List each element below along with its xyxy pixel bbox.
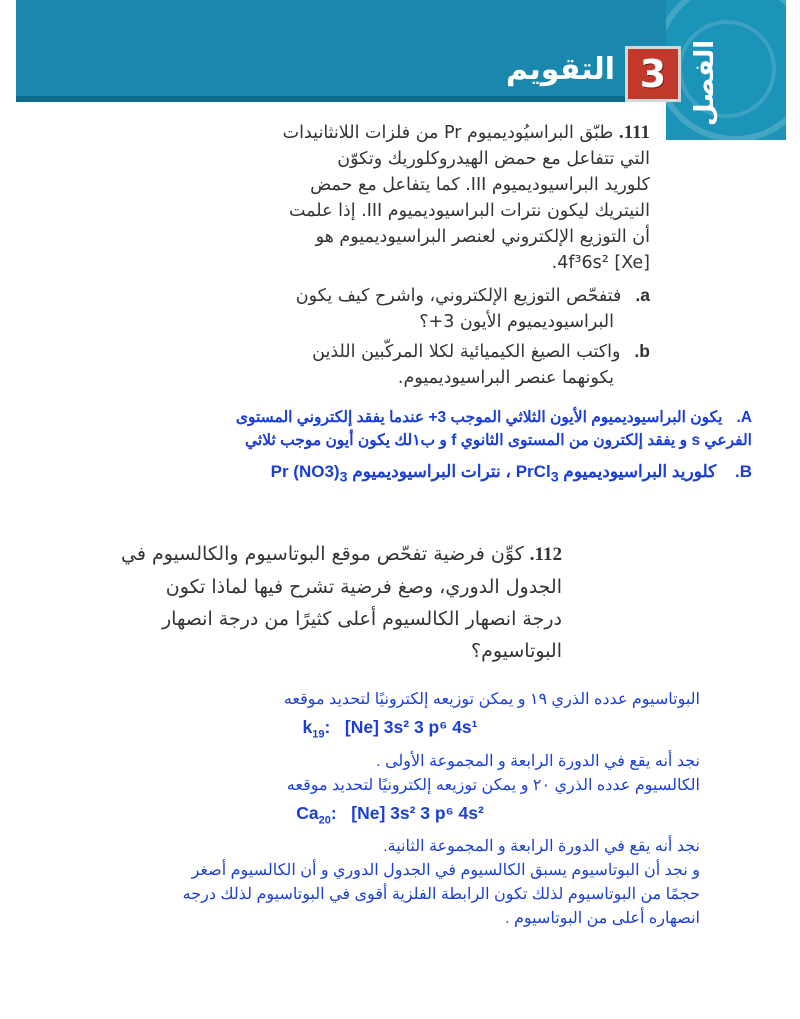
answer-label: A. xyxy=(736,409,752,426)
chapter-number-badge xyxy=(625,46,681,102)
answer-text: كلوريد البراسيوديميوم xyxy=(563,462,717,481)
question-line: a.فتفحّص التوزيع الإلكتروني، واشرح كيف يكون xyxy=(295,285,650,306)
electron-configuration-k: $k_{19}$: [Ne] 3s² 3 p⁶ 4s¹ xyxy=(302,717,478,741)
separator: ، xyxy=(505,462,511,481)
answer-line: نجد أنه يقع في الدورة الرابعة و المجموعة الأولى . xyxy=(376,752,700,770)
chemical-formula: PrCl$_3$ xyxy=(515,462,559,486)
answer-b xyxy=(32,462,752,485)
question-line: كلوريد البراسيوديميوم III. كما يتفاعل مع حمض xyxy=(310,175,650,195)
question-line: التي تتفاعل مع حمض الهيدروكلوريك وتكوّن xyxy=(337,149,650,169)
electron-configuration-ca: $Ca_{20}$: [Ne] 3s² 3 p⁶ 4s² xyxy=(296,802,484,826)
question-line: يكونهما عنصر البراسيوديميوم. xyxy=(397,368,614,388)
question-line: 111. طبّق البراسيُوديميوم Pr من فلزات اللانثانيدات xyxy=(282,122,650,143)
chemical-formula: Pr $(NO3)_3$ xyxy=(270,462,348,486)
part-label: a. xyxy=(635,285,650,305)
question-line: الجدول الدوري، وصغ فرضية تشرح فيها لماذا تكون xyxy=(165,576,562,598)
question-line: النيتريك ليكون نترات البراسيوديميوم III. إذا علمت xyxy=(288,201,650,221)
answer-line: حجمًا من البوتاسيوم لذلك تكون الرابطة الفلزية أقوى في البوتاسيوم لذلك درجه xyxy=(182,886,700,903)
question-111 xyxy=(120,120,650,276)
question-line: البوتاسيوم؟ xyxy=(470,640,562,662)
question-line: أن التوزيع الإلكتروني لعنصر البراسيوديميوم هو xyxy=(315,227,650,247)
answer-line: نجد أنه يقع في الدورة الرابعة و المجموعة الثانية. xyxy=(383,838,700,855)
question-line: 112. كوِّن فرضية تفحّص موقع البوتاسيوم والكالسيوم في xyxy=(121,543,562,565)
question-line: البراسيوديميوم الأيون 3+؟ xyxy=(419,312,614,332)
chapter-label: الفصل xyxy=(690,40,720,127)
question-line: درجة انصهار الكالسيوم أعلى كثيرًا من درجة انصهار xyxy=(161,608,562,630)
question-line: [Xe] 4f³6s². xyxy=(551,253,650,273)
answer-line: و نجد أن البوتاسيوم يسبق الكالسيوم في الجدول الدوري و أن الكالسيوم أصغر xyxy=(191,862,700,879)
answer-112 xyxy=(80,688,700,931)
question-number: 112. xyxy=(529,544,562,565)
answer-label: B. xyxy=(734,462,752,481)
question-111-part-a xyxy=(110,282,650,335)
question-111-part-b xyxy=(110,338,650,391)
part-label: b. xyxy=(634,341,650,361)
header-banner-shadow xyxy=(16,96,666,102)
answer-a xyxy=(32,406,752,452)
answer-line: انصهاره أعلى من البوتاسيوم . xyxy=(505,910,700,927)
answer-text: نترات البراسيوديميوم xyxy=(352,462,501,481)
question-line: b.واكتب الصيغ الكيميائية لكلا المركّبين اللذين xyxy=(312,341,650,362)
answer-line: A.يكون البراسيوديميوم الأيون الثلاثي الموجب 3+ عندما يفقد إلكتروني المستوى xyxy=(32,406,752,429)
question-112 xyxy=(121,538,562,667)
answer-line: البوتاسيوم عدده الذري ١٩ و يمكن توزيعه إلكترونيًا لتحديد موقعه xyxy=(283,691,700,708)
question-number: 111. xyxy=(618,122,650,143)
chapter-number: 3 xyxy=(639,52,667,96)
answer-line: الكالسيوم عدده الذري ٢٠ و يمكن توزيعه إلكترونيًا لتحديد موقعه xyxy=(286,776,700,794)
answer-line: الفرعي s و يفقد إلكترون من المستوى الثانوي f و ب١لك يكون أيون موجب ثلاثي xyxy=(244,432,752,449)
section-title: التقويم xyxy=(506,52,615,87)
